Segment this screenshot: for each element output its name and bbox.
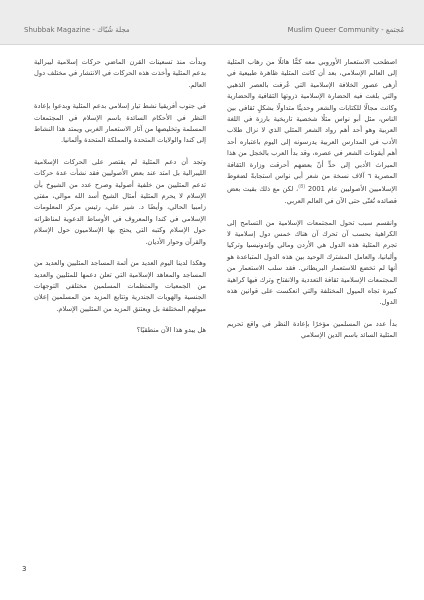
paragraph: في جنوب أفريقيا نشط تيار إسلامي بدعم المثلية وبدعوا بإعادة النظر في الأحكام السائدة باسم الإسلام في المجتمعات المسلمة وتخليصها من آثار الاستعمار الغربي ويمتد هذا النشاط إلى كندا والولايات المتحدة والمملكة المتحدة وألمانيا.: [34, 102, 206, 145]
paragraph: وتجد أن دعم المثلية لم يقتصر على الحركات الإسلامية الليبرالية بل امتد عند بعض الأصوليين فقد نشأت عدة حركات تدعم المثليين من خلفية أصولية وصرح عدد من الشيوخ بأن الإسلام لا يحرم المثلية أمثال الشيخ أسد الله موالي، مفتي زامبيا الحالي، وأيضًا د. شير علي، رئيس مركز المعلومات الإسلامي في كندا والمعروف في الأوساط الدعوية لمناظراته حول الإسلام وكتبه التي يحتج بها الإسلاميون حول الإسلام والقرآن وحوار الأديان.: [34, 157, 206, 246]
paragraph: وبدأت منذ تسعينات القرن الماضي حركات إسلامية ليبرالية بدعم المثلية وأخذت هذه الحركات في الانتشار في مختلف دول العالم.: [34, 58, 206, 89]
footnote-marker[interactable]: (8): [298, 184, 306, 191]
paragraph: [227, 57, 397, 208]
paragraph-text: ، لكن مع ذلك بقيت بعض قصائده تُغنّى حتى الآن في العالم العربي.: [227, 185, 397, 206]
paragraph-text: اصطحب الاستعمار الأوروبي معه كمًّا هائلًا من رهاب المثلية إلى العالم الإسلامي، بعد أن كانت المثلية ظاهرة طبيعية في أزهى عصور الخلافة الإسلامية التي عُرفت بالعصر الذهبي والتي بلغت فيه الحضارة الإسلامية ذروتها الثقافية والحضارية وكانت مجالًا للكتابات والشعر وحديثًا متداولًا بشكلٍ ثقافي بين الناس، مثل أبو نواس مثلًا شخصية تاريخية بارزة في اللغة العربية وهو أحد أهم رواد الشعر المثلي الذي لا نزال طلاب الأدب في المدارس العربية يدرسونه إلى اليوم باعتباره أحد أهم أيقونات الشعر في عصره، وقد بدأ العرب بالخجل من هذا الميراث الأدبي إلى حدٍّ أنّ بعضهم أحرقت وزارة الثقافة المصرية ٦ آلاف نسخة من شعر أبي نواس استجابةً لضغوط الإسلاميين الأصوليين عام 2001: [227, 58, 397, 194]
section-title: Muslim Queer Community - مُجتمع: [287, 26, 404, 34]
article-column-left: [34, 57, 206, 347]
page-number: 3: [22, 565, 27, 573]
magazine-title: Shubbak Magazine - مجلة شُبّاك: [24, 26, 130, 34]
page-header: [0, 0, 424, 45]
paragraph: بدأ عدد من المسلمين مؤخرًا بإعادة النظر في واقع تحريم المثلية السائد باسم الدين الإسلامي: [227, 319, 397, 340]
closing-question: هل يبدو هذا الآن منطقيًا؟: [136, 326, 206, 335]
paragraph: وهكذا لدينا اليوم العديد من أئمة المساجد المثليين والعديد من المساجد والمعاهد الإسلامية التي تعلن دعمها للمثليين والعديد من الجمعيات والمنظمات المسلمين مختلفي التوجهات الجنسية والهويات الجندرية وتتابع المزيد من المسلمين إعلان ميولهم المختلفة بل ويعتنق المزيد من المثليين الإسلام.: [34, 259, 206, 313]
article-column-right: [227, 57, 397, 352]
paragraph: وانقسم سبب تحول المجتمعات الإسلامية من التسامح إلى الكراهية بحسب آن تحرك آن هناك خمس دول إسلامية لا تجرم المثلية هذه الدول هي الأردن ومالي وإندونيسيا وتركيا وألبانيا، والعامل المشترك الوحيد بين هذه الدول المتباعدة هو أنها لم تخضع للاستعمار البريطاني. فقد سلب الاستعمار من المجتمعات الإسلامية ثقافة التعددية والانفتاح وترك فيها كراهية كبيرة تجاه الميول المختلفة والتي انعكست على قوانين هذه الدول.: [227, 218, 397, 307]
